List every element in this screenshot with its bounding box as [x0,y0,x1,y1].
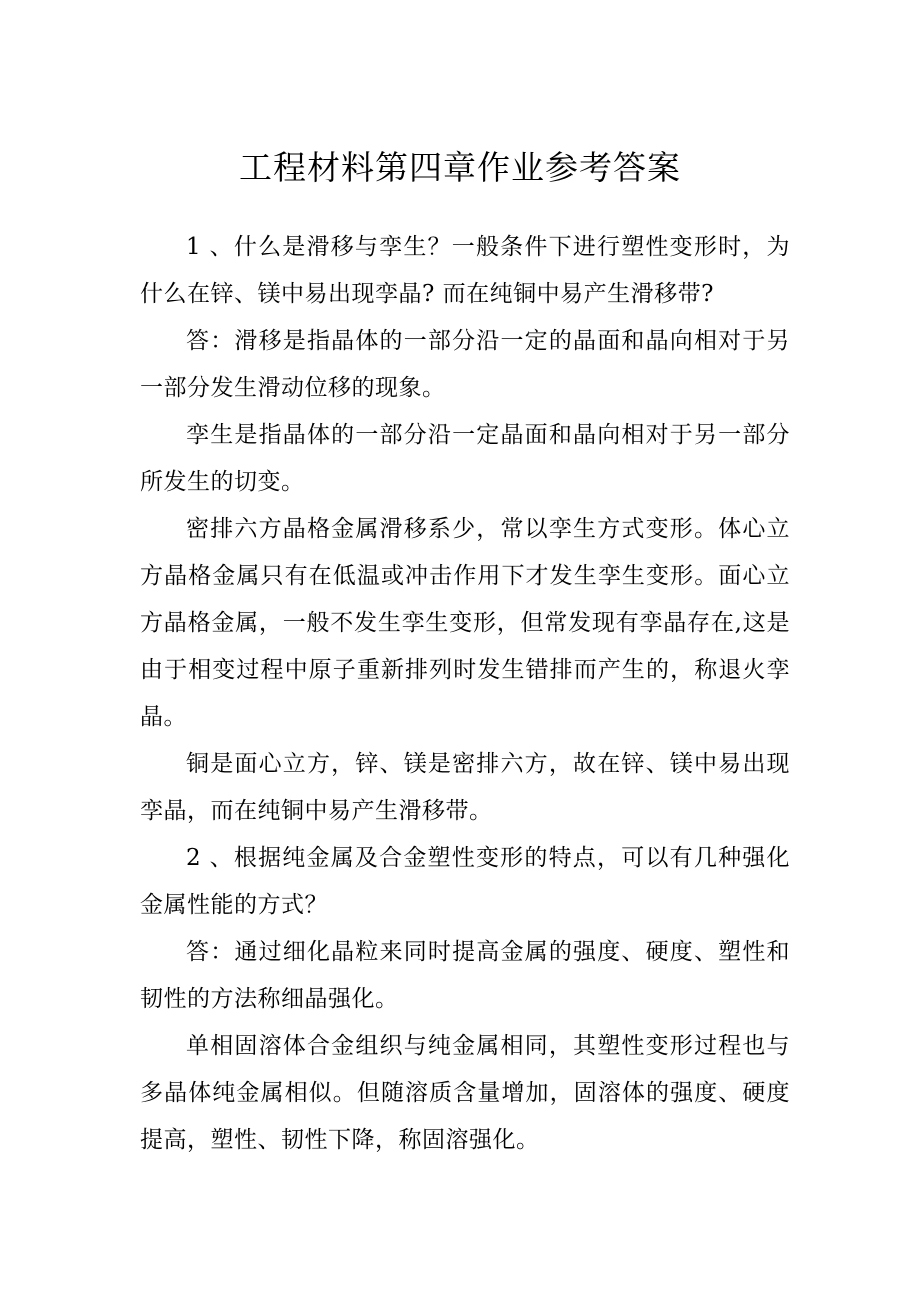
answer-2-grain-refinement-paragraph: 答：通过细化晶粒来同时提高金属的强度、硬度、塑性和韧性的方法称细晶强化。 [140,939,790,1012]
document-body [140,224,790,1164]
answer-1-lattice-paragraph: 密排六方晶格金属滑移系少，常以孪生方式变形。体心立方晶格金属只有在低温或冲击作用下才发生孪生变形。面心立方晶格金属，一般不发生孪生变形，但常发现有孪晶存在,这是由于相变过程中原子重新排列时发生错排而产生的，称退火孪晶。 [140,516,790,730]
question-1-paragraph: 1 、什么是滑移与孪生？一般条件下进行塑性变形时，为什么在锌、镁中易出现孪晶? 而在纯铜中易产生滑移带? [140,234,790,307]
answer-1-twinning-paragraph: 孪生是指晶体的一部分沿一定晶面和晶向相对于另一部分所发生的切变。 [140,422,790,495]
answer-1-conclusion-paragraph: 铜是面心立方，锌、镁是密排六方，故在锌、镁中易出现孪晶，而在纯铜中易产生滑移带。 [140,751,790,824]
question-2-paragraph: 2 、根据纯金属及合金塑性变形的特点，可以有几种强化金属性能的方式？ [140,845,790,918]
answer-1-slip-paragraph: 答：滑移是指晶体的一部分沿一定的晶面和晶向相对于另一部分发生滑动位移的现象。 [140,328,790,401]
answer-2-solid-solution-paragraph: 单相固溶体合金组织与纯金属相同，其塑性变形过程也与多晶体纯金属相似。但随溶质含量增加，固溶体的强度、硬度提高，塑性、韧性下降，称固溶强化。 [140,1033,790,1153]
document-title: 工程材料第四章作业参考答案 [239,148,681,187]
